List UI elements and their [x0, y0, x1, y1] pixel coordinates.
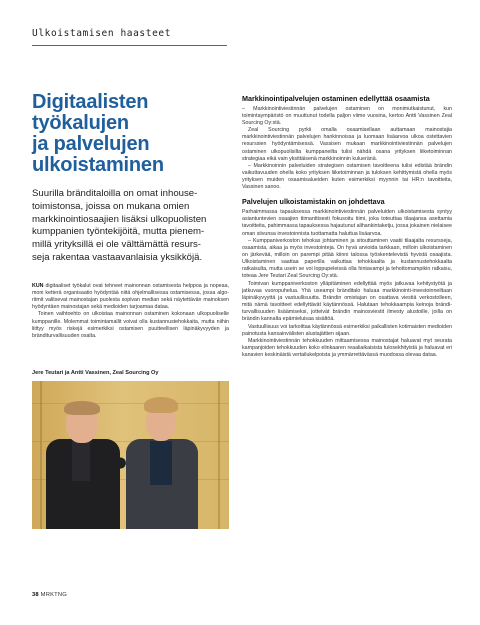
- article-headline: [32, 92, 229, 176]
- section-label: Ulkoistamisen haasteet: [32, 28, 172, 39]
- body-paragraph: [32, 311, 229, 340]
- body-paragraph: Parhaimmassa tapauksessa markkinointiviestinnän palveluiden ulkoistamisesta syntyy asiantuntevien osaajien tiimanttisesti fokusoitu tiimi, joka toteuttaa tilaajansa asettamia tavoitteita, pahimmassa tapauksessa hajautunut alihankintaketju, jossa jokainen nielaisee oman siivunsa investoinnista tuottamatta haluttua lisäarvoa.: [242, 209, 452, 237]
- body-paragraph: Toimivan kumppaniverkoston ylläpitäminen edellyttää myös jatkuvaa kehitystyötä ja jatkuvaa vuoropuhelua. Yhä useampi bränditalo haluaa markkinointi-investoinneiltaan läpinäkyvyyttä ja vastuullisuutta. Brändin omistajan on osattava viestiä verkostolleen, mitä nämä tavoitteet edellyttävät käytännössä. Halutaan tehokkaampia keinoja bränditurvallisuuden lisäämiseksi, jotteivät brändin mainosviestit ilmesty alustoille, joilla on brändin kannalta epämieluisaa sisältöä.: [242, 280, 452, 323]
- lead-line: toimistonsa, joissa on mukana omien: [32, 200, 190, 212]
- body-paragraph: – Kumppaniverkoston tehokas johtaminen ja sitouttaminen vaatii tilaajalta resursseja, osaamista, aikaa ja myös investointeja. On hyvä arvioida tarkkaan, milloin ulkoistaminen on järkevää, milloin on parempi pitää kiinni talossa työskentelevistä hyvistä osaajista. Ulkoistaminen saattaa paperilla vaikuttaa tehokkaalta ja kustannustehokkaalta ratkaisulta, mutta usein se voi loppupeleissä olla hintavampi ja tehottomampikin ratkaisu, toteaa Jere Teutari Zeal Sourcing Oy:stä.: [242, 237, 452, 280]
- lead-line: seja rakentaa vastaavanlaisia yksikköjä.: [32, 251, 203, 263]
- body-paragraph: Zeal Sourcing pyrkii omalla osaamisellaan auttamaan mainostajia markkinointiviestinnän palvelujen hankinnoissa ja luomaan lisäarvoa ulkoa ostettavien resurssien hyödyntämisessä. Vassisen mukaan markkinointiviestinnän palvelujen ostaminen ulkopuolisilta kumppaneilta tulisi nähdä osana yrityksen liiketoiminnan strategiaa eikä vain yksittäisenä markkinoinnin kulueränä.: [242, 127, 452, 162]
- lead-line: millä yrityksillä ei ole välttämättä resurs-: [32, 239, 202, 251]
- right-column: [242, 95, 452, 359]
- body-paragraph: – Markkinointiviestinnän palvelujen ostaminen on monimutkaistunut, kun toimintaympäristö on muuttunut todella paljon viime vuosina, kertoo Antti Vassinen Zeal Sourcing Oy:stä.: [242, 105, 452, 126]
- subheading: Palvelujen ulkoistamistakin on johdettava: [242, 197, 385, 207]
- magazine-name: MRKTNG: [40, 592, 67, 598]
- lead-line: Suurilla bränditaloilla on omat inhouse-: [32, 188, 198, 199]
- lead-line: markkinointiosaajien lisäksi ulkopuolisten: [32, 213, 207, 225]
- headline-line: Digitaalisten: [32, 91, 149, 113]
- body-paragraph: – Markkinoinnin palveluiden strategisen ostamisen tavoitteena tulisi edistää brändin vaikuttavuuden ohella koko yrityksen liiketoiminnan ja tuloksen kehittymistä ohella myös yrityksen muiden osaamisalueiden kuten esimerkiksi myynnin tai HR:n tavoitteita, Vassinen sanoo.: [242, 162, 452, 191]
- headline-line: ulkoistaminen: [32, 154, 164, 176]
- page-number: 38: [32, 592, 39, 598]
- lead-line: kumppanien työntekijöitä, mutta pienem-: [32, 226, 205, 238]
- lead-word: KUN: [32, 282, 44, 289]
- photo-caption: Jere Teutari ja Antti Vassinen, Zeal Sourcing Oy: [32, 370, 159, 377]
- portrait-photo: [32, 381, 229, 529]
- paragraph-text: digitaaliset työkalut ovat tehneet mainonnan ostamisesta helppoa ja nopeaa, moni ketterä organisaatio hyödyntää niitä ohjelmallisessa ostamisessa, jossa algoritmit valitsevat mainostajan puolesta sopivan median sekä näytettävän mainoksen hyödyntäen mainostajan sekä medioiden tarjoamaa dataa.: [32, 282, 229, 311]
- subheading: Markkinointipalvelujen ostaminen edellyttää osaamista: [242, 94, 430, 103]
- left-column: [32, 58, 229, 529]
- page-footer: [32, 592, 67, 598]
- person-left-figure: [42, 399, 122, 529]
- article-lead: [32, 188, 229, 265]
- headline-line: työkalujen: [32, 112, 129, 134]
- paragraph-text: Toinen vaihtoehto on ulkoistaa mainonnan ostaminen kokonaan ulkopuoliselle kumppanille. Molemmat toimintamallit voivat olla kustannustehokkaita, mutta niihin liittyy myös riskejä esimerkiksi ostamisen puutteellisen läpinäkyvyyden ja bränditurvallisuuden osalta.: [32, 311, 229, 339]
- body-paragraph: [32, 283, 229, 312]
- body-paragraph: Markkinointiviestinnän tehokkuuden mittaamisessa mainostajat haluavat myt seurata kampanjoiden tehokkuuden koko elinkaaren reaaliaikaisista tulosekhityistä ja haluavat eri kanavien keskinäistä vertailukelpoista ja ymmärrettävässä muodossa olevaa dataa.: [242, 337, 452, 359]
- headline-line: ja palvelujen: [32, 133, 150, 155]
- person-right-figure: [124, 395, 204, 529]
- section-rule: [32, 45, 227, 46]
- body-paragraph: Vastuullisuus voi tarkoittaa käytännössä esimerkiksi paikallisten kotimaisten medioiden painotusta kansainvälisten alustajättien sijaan.: [242, 323, 452, 337]
